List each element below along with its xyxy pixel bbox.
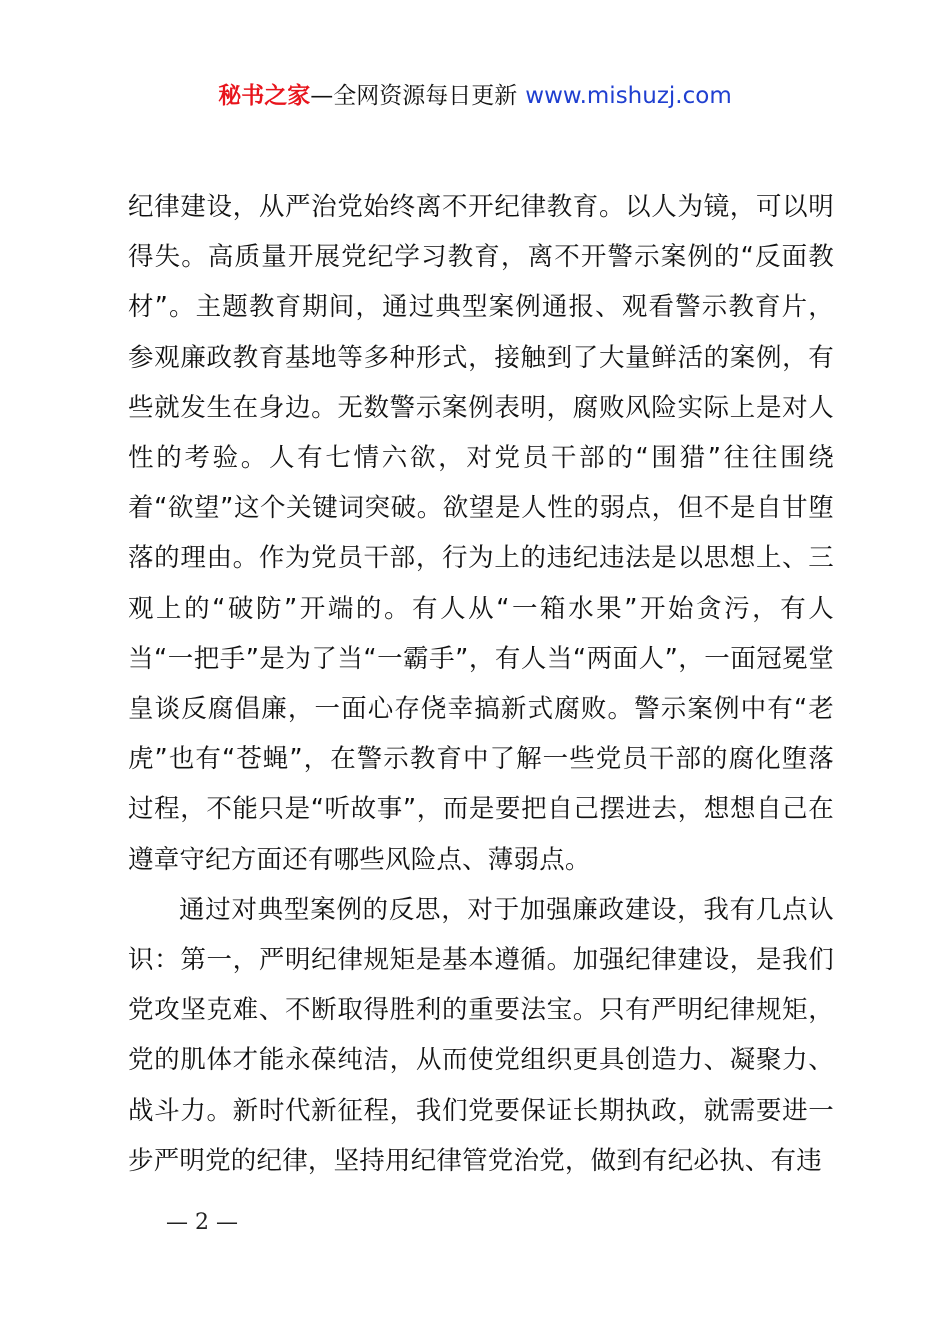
site-header-banner (0, 80, 950, 112)
header-tagline: —全网资源每日更新 (310, 83, 518, 109)
document-body (128, 182, 834, 1186)
site-url-link[interactable]: www.mishuzj.com (525, 83, 732, 109)
paragraph-1: 纪律建设，从严治党始终离不开纪律教育。以人为镜，可以明得失。高质量开展党纪学习教育，离不开警示案例的“反面教材”。主题教育期间，通过典型案例通报、观看警示教育片，参观廉政教育基地等多种形式，接触到了大量鲜活的案例，有些就发生在身边。无数警示案例表明，腐败风险实际上是对人性的考验。人有七情六欲，对党员干部的“围猎”往往围绕着“欲望”这个关键词突破。欲望是人性的弱点，但不是自甘堕落的理由。作为党员干部，行为上的违纪违法是以思想上、三观上的“破防”开端的。有人从“一箱水果”开始贪污，有人当“一把手”是为了当“一霸手”，有人当“两面人”，一面冠冕堂皇谈反腐倡廉，一面心存侥幸搞新式腐败。警示案例中有“老虎”也有“苍蝇”，在警示教育中了解一些党员干部的腐化堕落过程，不能只是“听故事”，而是要把自己摆进去，想想自己在遵章守纪方面还有哪些风险点、薄弱点。 (128, 192, 834, 875)
page-number: — 2 — (166, 1210, 238, 1235)
paragraph-2: 通过对典型案例的反思，对于加强廉政建设，我有几点认识：第一，严明纪律规矩是基本遵循。加强纪律建设，是我们党攻坚克难、不断取得胜利的重要法宝。只有严明纪律规矩，党的肌体才能永葆纯洁，从而使党组织更具创造力、凝聚力、战斗力。新时代新征程，我们党要保证长期执政，就需要进一步严明党的纪律，坚持用纪律管党治党，做到有纪必执、有违 (128, 894, 834, 1176)
brand-name: 秘书之家 (218, 83, 311, 109)
